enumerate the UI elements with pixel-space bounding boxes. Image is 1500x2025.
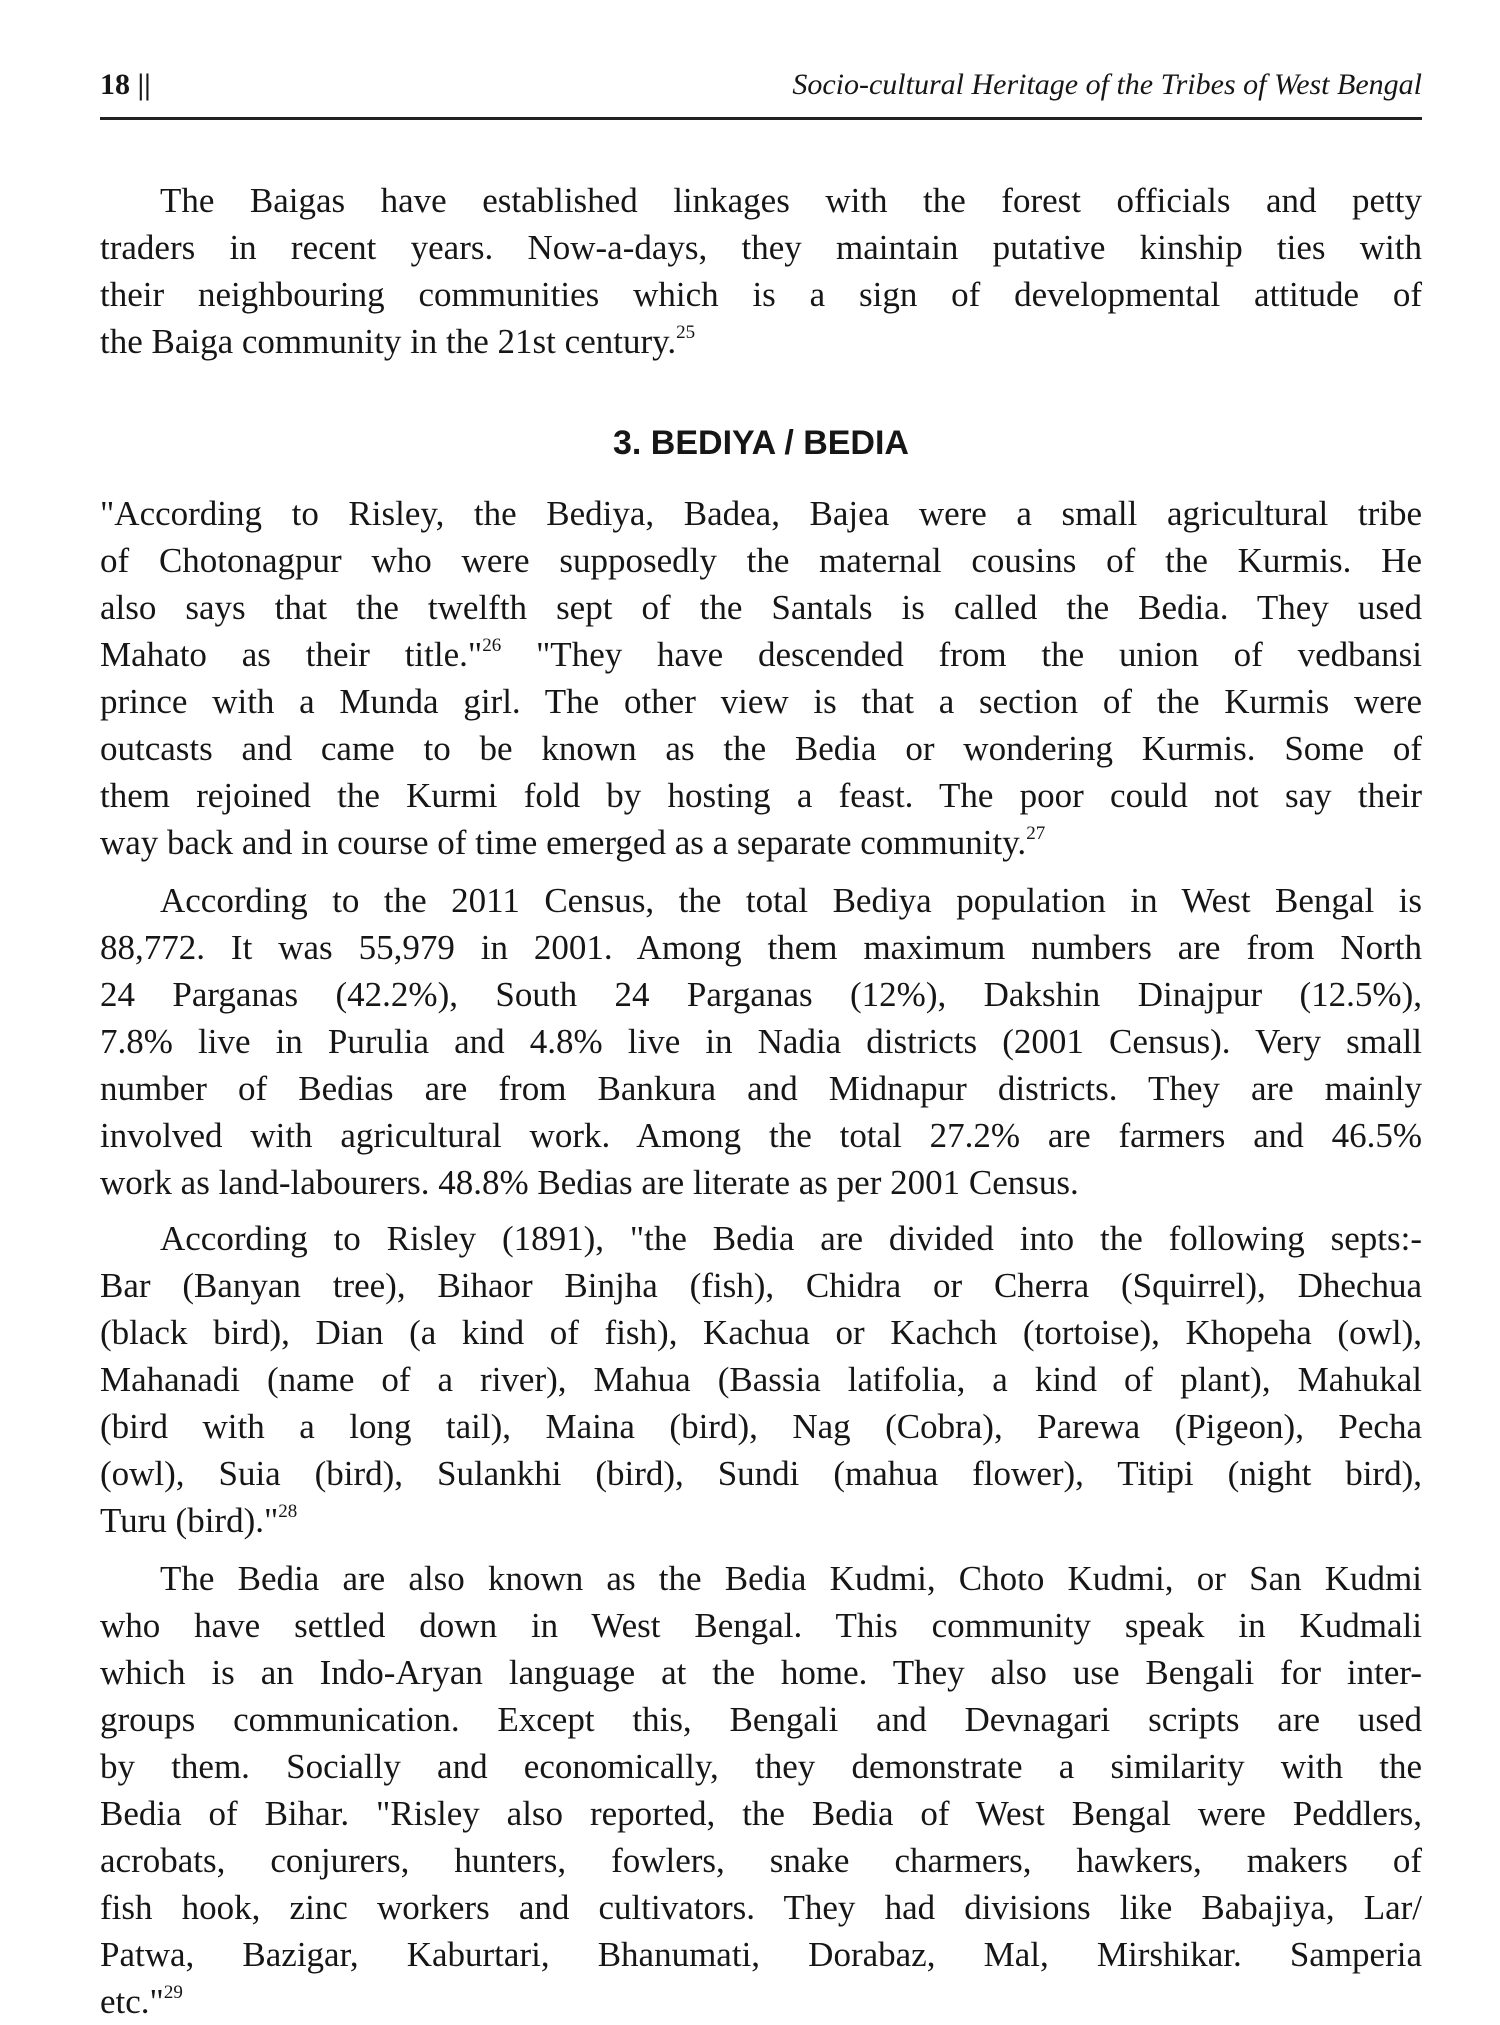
text-line <box>100 819 1422 866</box>
line-text: work as land-labourers. 48.8% Bedias are literate as per 2001 Census. <box>100 1163 1079 1202</box>
text-line <box>100 1309 1422 1356</box>
text-line <box>100 1555 1422 1602</box>
line-text: way back and in course of time emerged as a separate community. <box>100 823 1027 862</box>
text-line <box>100 490 1422 537</box>
line-text: who have settled down in West Bengal. This community speak in Kudmali <box>100 1606 1422 1645</box>
text-line <box>100 678 1422 725</box>
text-line <box>100 177 1422 224</box>
text-line <box>100 271 1422 318</box>
line-text: According to Risley (1891), "the Bedia are divided into the following septs:- <box>160 1219 1422 1258</box>
text-line <box>100 1602 1422 1649</box>
line-text: Mahanadi (name of a river), Mahua (Bassia latifolia, a kind of plant), Mahukal <box>100 1360 1422 1399</box>
text-line <box>100 1112 1422 1159</box>
text-line <box>100 1837 1422 1884</box>
text-line <box>100 1262 1422 1309</box>
line-text: their neighbouring communities which is a sign of developmental attitude of <box>100 275 1422 314</box>
text-line <box>100 537 1422 584</box>
text-line <box>100 1790 1422 1837</box>
line-text: fish hook, zinc workers and cultivators. They had divisions like Babajiya, Lar/ <box>100 1888 1422 1927</box>
text-line <box>100 772 1422 819</box>
text-line <box>100 1649 1422 1696</box>
paragraph <box>100 1215 1422 1544</box>
line-text: of Chotonagpur who were supposedly the maternal cousins of the Kurmis. He <box>100 541 1422 580</box>
text-line <box>100 1018 1422 1065</box>
line-text: (bird with a long tail), Maina (bird), Nag (Cobra), Parewa (Pigeon), Pecha <box>100 1407 1422 1446</box>
text-line <box>100 1884 1422 1931</box>
page-number: 18 || <box>100 68 151 101</box>
book-title: Socio-cultural Heritage of the Tribes of West Bengal <box>792 68 1422 101</box>
line-text: acrobats, conjurers, hunters, fowlers, snake charmers, hawkers, makers of <box>100 1841 1422 1880</box>
text-line <box>100 971 1422 1018</box>
line-text: by them. Socially and economically, they demonstrate a similarity with the <box>100 1747 1422 1786</box>
header-rule <box>100 117 1422 120</box>
text-line <box>100 631 1422 678</box>
text-line <box>100 224 1422 271</box>
line-text: Turu (bird)." <box>100 1501 279 1540</box>
footnote-ref: 28 <box>278 1501 298 1522</box>
line-text: Bar (Banyan tree), Bihaor Binjha (fish), Chidra or Cherra (Squirrel), Dhechua <box>100 1266 1422 1305</box>
text-line <box>100 584 1422 631</box>
line-text: (black bird), Dian (a kind of fish), Kachua or Kachch (tortoise), Khopeha (owl), <box>100 1313 1422 1352</box>
line-text: According to the 2011 Census, the total Bediya population in West Bengal is <box>160 881 1422 920</box>
line-text: 7.8% live in Purulia and 4.8% live in Nadia districts (2001 Census). Very small <box>100 1022 1422 1061</box>
text-line <box>100 1743 1422 1790</box>
line-text: 88,772. It was 55,979 in 2001. Among them maximum numbers are from North <box>100 928 1422 967</box>
footnote-ref: 25 <box>676 322 696 343</box>
paragraph <box>100 490 1422 866</box>
paragraph <box>100 877 1422 1206</box>
paragraph <box>100 177 1422 365</box>
line-text: (owl), Suia (bird), Sulankhi (bird), Sundi (mahua flower), Titipi (night bird), <box>100 1454 1422 1493</box>
section-heading: 3. BEDIYA / BEDIA <box>612 424 909 462</box>
text-line <box>100 318 1422 365</box>
line-text: groups communication. Except this, Bengali and Devnagari scripts are used <box>100 1700 1422 1739</box>
line-text: the Baiga community in the 21st century. <box>100 322 677 361</box>
line-text: Patwa, Bazigar, Kaburtari, Bhanumati, Dorabaz, Mal, Mirshikar. Samperia <box>100 1935 1422 1974</box>
text-line <box>100 1696 1422 1743</box>
text-line <box>100 1065 1422 1112</box>
line-text: prince with a Munda girl. The other view is that a section of the Kurmis were <box>100 682 1422 721</box>
text-line <box>100 1159 1422 1206</box>
line-text: "They have descended from the union of vedbansi <box>501 635 1422 674</box>
text-line <box>100 1931 1422 1978</box>
line-text: also says that the twelfth sept of the Santals is called the Bedia. They used <box>100 588 1422 627</box>
text-line <box>100 877 1422 924</box>
line-text: number of Bedias are from Bankura and Midnapur districts. They are mainly <box>100 1069 1422 1108</box>
footnote-ref: 29 <box>163 1982 183 2003</box>
line-text: etc." <box>100 1982 164 2021</box>
footnote-ref: 26 <box>482 635 502 656</box>
line-text: them rejoined the Kurmi fold by hosting a feast. The poor could not say their <box>100 776 1422 815</box>
paragraph <box>100 1555 1422 2025</box>
line-text: Bedia of Bihar. "Risley also reported, the Bedia of West Bengal were Peddlers, <box>100 1794 1422 1833</box>
line-text: which is an Indo-Aryan language at the home. They also use Bengali for inter- <box>100 1653 1422 1692</box>
text-line <box>100 1403 1422 1450</box>
text-line <box>100 1215 1422 1262</box>
line-text: traders in recent years. Now-a-days, they maintain putative kinship ties with <box>100 228 1422 267</box>
line-text: "According to Risley, the Bediya, Badea, Bajea were a small agricultural tribe <box>100 494 1422 533</box>
line-text: The Bedia are also known as the Bedia Kudmi, Choto Kudmi, or San Kudmi <box>160 1559 1422 1598</box>
text-line <box>100 1978 1422 2025</box>
text-line <box>100 924 1422 971</box>
footnote-ref: 27 <box>1026 823 1046 844</box>
line-text: The Baigas have established linkages with the forest officials and petty <box>160 181 1422 220</box>
text-line <box>100 1450 1422 1497</box>
line-text: outcasts and came to be known as the Bedia or wondering Kurmis. Some of <box>100 729 1422 768</box>
line-text: 24 Parganas (42.2%), South 24 Parganas (12%), Dakshin Dinajpur (12.5%), <box>100 975 1422 1014</box>
text-line <box>100 1497 1422 1544</box>
line-text: involved with agricultural work. Among the total 27.2% are farmers and 46.5% <box>100 1116 1422 1155</box>
line-text: Mahato as their title." <box>100 635 483 674</box>
text-line <box>100 1356 1422 1403</box>
text-line <box>100 725 1422 772</box>
